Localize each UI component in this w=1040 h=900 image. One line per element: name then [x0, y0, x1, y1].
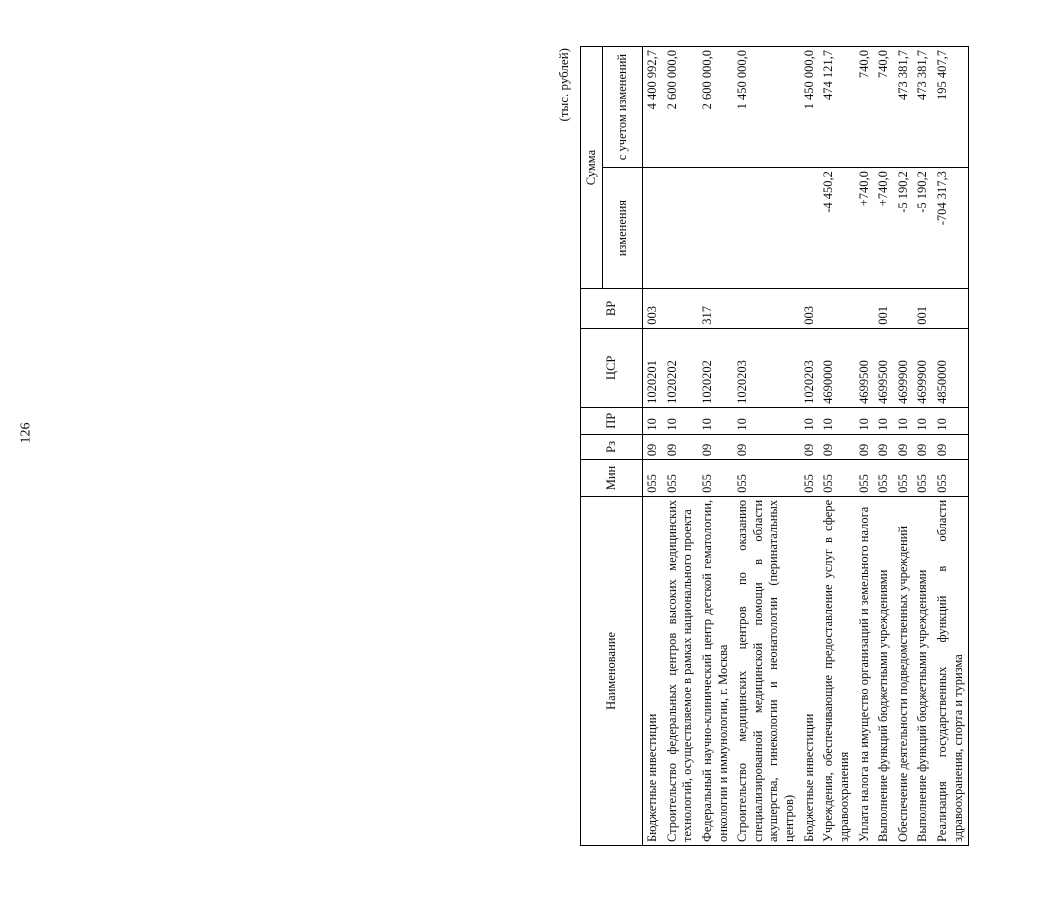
row-pr: 10: [663, 407, 698, 434]
header-csr: ЦСР: [581, 328, 643, 407]
table-row: [933, 47, 969, 846]
row-vr: [733, 289, 800, 329]
row-total: 473 381,7: [913, 47, 933, 168]
row-min: 055: [643, 460, 663, 497]
row-rz: 09: [819, 434, 854, 460]
row-vr: [663, 289, 698, 329]
row-pr: 10: [855, 407, 875, 434]
table-row: [894, 47, 914, 846]
row-min: 055: [698, 460, 733, 497]
table-row: [800, 47, 820, 846]
row-csr: 4699500: [874, 328, 894, 407]
units-label: (тыс. рублей): [556, 48, 571, 122]
row-csr: 4690000: [819, 328, 854, 407]
row-vr: [894, 289, 914, 329]
row-vr: 001: [874, 289, 894, 329]
row-rz: 09: [698, 434, 733, 460]
row-vr: [933, 289, 969, 329]
row-rz: 09: [874, 434, 894, 460]
row-name: Реализация государственных функций в области здравоохранения, спорта и туризма: [933, 496, 969, 845]
row-pr: 10: [643, 407, 663, 434]
row-csr: 4850000: [933, 328, 969, 407]
row-min: 055: [663, 460, 698, 497]
table-row: [855, 47, 875, 846]
row-min: 055: [894, 460, 914, 497]
header-name: Наименование: [581, 496, 643, 845]
row-pr: 10: [733, 407, 800, 434]
row-csr: 1020202: [663, 328, 698, 407]
row-name: Выполнение функций бюджетными учреждениями: [913, 496, 933, 845]
row-name: Федеральный научно-клинический центр детской гематологии, онкологии и иммунологии, г. Москва: [698, 496, 733, 845]
row-change: +740,0: [874, 168, 894, 289]
row-change: [800, 168, 820, 289]
row-pr: 10: [800, 407, 820, 434]
row-rz: 09: [894, 434, 914, 460]
row-pr: 10: [933, 407, 969, 434]
row-change: +740,0: [855, 168, 875, 289]
row-name: Уплата налога на имущество организаций и земельного налога: [855, 496, 875, 845]
row-total: 474 121,7: [819, 47, 854, 168]
row-min: 055: [874, 460, 894, 497]
header-change: изменения: [603, 168, 643, 289]
row-vr: [819, 289, 854, 329]
row-total: 1 450 000,0: [733, 47, 800, 168]
row-pr: 10: [698, 407, 733, 434]
row-rz: 09: [913, 434, 933, 460]
row-vr: 317: [698, 289, 733, 329]
row-vr: [855, 289, 875, 329]
table-row: [643, 47, 663, 846]
row-total: 195 407,7: [933, 47, 969, 168]
row-csr: 1020203: [800, 328, 820, 407]
table-body: [643, 47, 969, 846]
row-total: 740,0: [855, 47, 875, 168]
row-csr: 4699500: [855, 328, 875, 407]
header-pr: ПР: [581, 407, 643, 434]
table-row: [819, 47, 854, 846]
header-total: с учетом изменений: [603, 47, 643, 168]
row-total: 1 450 000,0: [800, 47, 820, 168]
table-row: [874, 47, 894, 846]
page-number: 126: [18, 422, 34, 444]
row-min: 055: [913, 460, 933, 497]
row-rz: 09: [733, 434, 800, 460]
table-row: [913, 47, 933, 846]
row-rz: 09: [933, 434, 969, 460]
row-csr: 1020203: [733, 328, 800, 407]
row-change: -5 190,2: [894, 168, 914, 289]
row-total: 2 600 000,0: [698, 47, 733, 168]
row-name: Выполнение функций бюджетными учреждениями: [874, 496, 894, 845]
table-row: [663, 47, 698, 846]
row-change: -704 317,3: [933, 168, 969, 289]
row-csr: 1020201: [643, 328, 663, 407]
row-pr: 10: [913, 407, 933, 434]
row-total: 4 400 992,7: [643, 47, 663, 168]
header-vr: ВР: [581, 289, 643, 329]
row-change: [663, 168, 698, 289]
row-vr: 001: [913, 289, 933, 329]
row-csr: 4699900: [913, 328, 933, 407]
row-name: Строительство медицинских центров по оказанию специализированной медицинской помощи в области акушерства, гинекологии и неонатологии (перинатальных центров): [733, 496, 800, 845]
table-row: [733, 47, 800, 846]
row-vr: 003: [800, 289, 820, 329]
row-vr: 003: [643, 289, 663, 329]
row-min: 055: [733, 460, 800, 497]
row-name: Бюджетные инвестиции: [800, 496, 820, 845]
row-change: -4 450,2: [819, 168, 854, 289]
row-change: [733, 168, 800, 289]
header-sum: Сумма: [581, 47, 603, 289]
row-min: 055: [800, 460, 820, 497]
row-change: [643, 168, 663, 289]
row-change: -5 190,2: [913, 168, 933, 289]
row-name: Строительство федеральных центров высоких медицинских технологий, осуществляемое в рамках национального проекта: [663, 496, 698, 845]
row-csr: 4699900: [894, 328, 914, 407]
row-pr: 10: [819, 407, 854, 434]
rotated-page-content: [556, 46, 1040, 846]
row-rz: 09: [663, 434, 698, 460]
row-min: 055: [855, 460, 875, 497]
row-rz: 09: [855, 434, 875, 460]
row-min: 055: [819, 460, 854, 497]
budget-table: [580, 46, 969, 846]
header-min: Мин: [581, 460, 643, 497]
row-name: Обеспечение деятельности подведомственных учреждений: [894, 496, 914, 845]
row-total: 2 600 000,0: [663, 47, 698, 168]
table-row: [698, 47, 733, 846]
row-pr: 10: [894, 407, 914, 434]
row-name: Учреждения, обеспечивающие предоставление услуг в сфере здравоохранения: [819, 496, 854, 845]
row-total: 740,0: [874, 47, 894, 168]
row-min: 055: [933, 460, 969, 497]
row-name: Бюджетные инвестиции: [643, 496, 663, 845]
row-change: [698, 168, 733, 289]
header-rz: Рз: [581, 434, 643, 460]
row-pr: 10: [874, 407, 894, 434]
row-total: 473 381,7: [894, 47, 914, 168]
row-rz: 09: [643, 434, 663, 460]
row-csr: 1020202: [698, 328, 733, 407]
row-rz: 09: [800, 434, 820, 460]
